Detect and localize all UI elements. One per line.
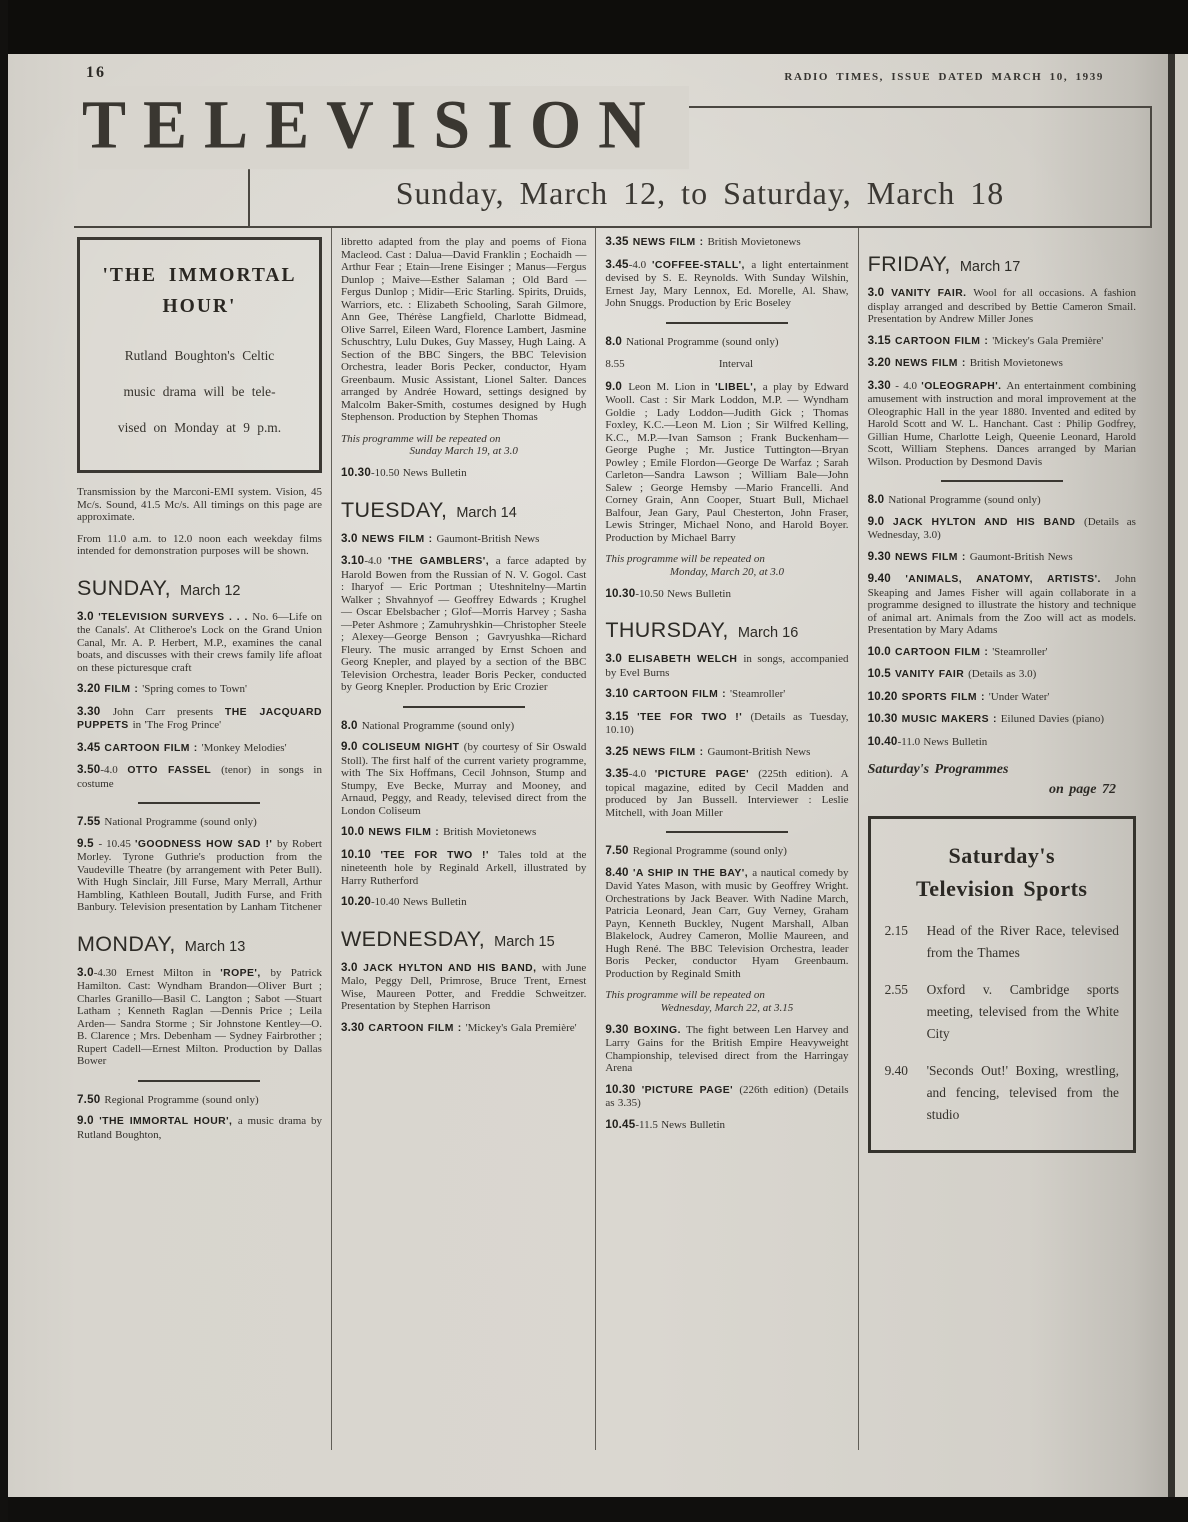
repeat-note (605, 989, 848, 1015)
programme-entry (868, 380, 1136, 469)
repeat-note (605, 553, 848, 579)
section-rule (403, 706, 525, 708)
programme-title: VANITY FAIR (894, 669, 969, 680)
programme-time: 8.40 (605, 865, 633, 879)
day-heading (77, 931, 322, 958)
programme-title: 'TELEVISION SURVEYS . . . (98, 611, 253, 623)
entry-text: -4.0 (100, 764, 128, 776)
programme-time: 3.0 (867, 286, 892, 299)
section-rule (138, 802, 260, 804)
entry-text: -10.50 News Bulletin (635, 587, 731, 600)
entry-text: John Carr presents (112, 705, 225, 718)
programme-time: 3.10 (340, 554, 365, 568)
programme-title: MUSIC MAKERS : (901, 714, 1001, 725)
programme-time: 9.0 (867, 514, 893, 528)
programme-entry (77, 838, 322, 914)
entry-text: a music drama by Rutland Boughton, (77, 1115, 322, 1141)
programme-title: CARTOON FILM : (368, 1022, 466, 1034)
entry-text: 'Mickey's Gala Première' (465, 1021, 577, 1034)
entry-text: British Movietonews (443, 826, 537, 839)
day-heading (605, 617, 848, 644)
programme-time: 8.0 (605, 334, 627, 348)
entry-text: (Details as Wednesday, 3.0) (867, 515, 1136, 541)
programme-entry (77, 967, 322, 1068)
programme-title: COLISEUM NIGHT (362, 742, 464, 754)
programme-time: 7.55 (77, 815, 105, 828)
issue-date-line: RADIO TIMES, ISSUE DATED MARCH 10, 1939 (784, 71, 1104, 83)
entry-text: (Details as 3.0) (968, 668, 1037, 680)
programme-time: 7.50 (605, 844, 633, 858)
programme-time: 3.0 (77, 965, 94, 979)
entry-text: a light entertainment devised by S. E. Reynolds. With Sunday Wilshin, Ernest Jay, Mary Lennox, Ed. Morelle, Al. Shaw, John Snuggs. Production by Eric Boseley (605, 258, 849, 309)
programme-title: 'THE IMMORTAL HOUR', (99, 1116, 238, 1127)
entry-text: National Programme (sound only) (361, 719, 515, 732)
entry-text: Tales told at the nineteenth hole by Reginald Arkell, illustrated by Harry Rutherford (340, 848, 587, 887)
programme-title: 'PICTURE PAGE' (654, 769, 759, 781)
repeat-note (341, 433, 586, 459)
day-name: WEDNESDAY, (340, 926, 486, 951)
programme-entry (77, 486, 322, 524)
programme-title: 'TEE FOR TWO !' (637, 711, 751, 723)
sports-item-time: 2.15 (884, 923, 908, 938)
programme-time: 9.5 (77, 836, 99, 850)
scan-edge-bottom (0, 1497, 1188, 1522)
programme-time: 3.25 (605, 744, 633, 758)
programme-title: 'A SHIP IN THE BAY', (632, 867, 753, 879)
sports-item-text: Oxford v. Cambridge sports meeting, televised from the White City (926, 982, 1119, 1041)
programme-title: NEWS FILM : (632, 746, 708, 758)
listings-column-4 (859, 228, 1140, 1450)
repeat-note-line: This programme will be repeated on (605, 553, 765, 565)
programme-title: JACK HYLTON AND HIS BAND (892, 516, 1085, 528)
day-name: MONDAY, (77, 931, 176, 956)
programme-title: THE JACQUARD PUPPETS (77, 706, 322, 731)
day-heading (341, 926, 586, 953)
entry-text: by Robert Morley. Tyrone Guthrie's production from the Vaudeville Theatre (by arrangement with Peter Bull). With Hugh Sinclair, Jill Furse, Mary Merrall, Arthur Hambling, Kathleen Boutall, Judith Furse, and Frith Banbury. Television presentation by Lanham Titchener (77, 837, 322, 913)
sports-item (885, 979, 1119, 1045)
sports-item-text: Head of the River Race, televised from the Thames (926, 923, 1119, 960)
programme-entry (77, 611, 322, 675)
interval-time: 8.55 (605, 358, 625, 370)
programme-time: 3.50 (77, 763, 101, 776)
day-heading (77, 575, 322, 602)
programme-time: 9.0 (77, 1114, 100, 1127)
programme-entry (605, 236, 848, 250)
saturday-note-page: on page 72 (1048, 782, 1116, 797)
programme-title: CARTOON FILM : (632, 689, 730, 701)
entry-text: (225th edition). A topical magazine, edited by Cecil Madden and produced by Jan Bussell. Interviewer : Leslie Mitchell, with Joan Miller (605, 768, 849, 819)
programme-entry (605, 688, 848, 702)
day-date: March 15 (490, 933, 555, 950)
entry-text: Wool for all occasions. A fashion display arranged and described by Bettie Cameron Smail. Presentation by Andrew Miller Jones (867, 287, 1136, 325)
programme-title: NEWS FILM : (361, 533, 437, 545)
programme-time: 3.30 (77, 704, 113, 718)
programme-time: 10.45 (605, 1117, 636, 1131)
programme-title: FILM : (104, 684, 143, 695)
listings-column-1 (74, 228, 332, 1450)
programme-entry (77, 742, 322, 756)
programme-time: 10.30 (605, 1082, 642, 1096)
listings-column-3 (596, 228, 858, 1450)
entry-text: -4.0 (364, 555, 388, 568)
programme-entry (868, 516, 1136, 542)
date-range: Sunday, March 12, to Saturday, March 18 (395, 175, 1005, 211)
sports-item-time: 2.55 (884, 982, 908, 997)
programme-time: 9.0 (340, 740, 363, 754)
repeat-note-line: Monday, March 20, at 3.0 (669, 565, 785, 578)
entry-text: -11.5 News Bulletin (635, 1118, 726, 1131)
sports-item-text: 'Seconds Out!' Boxing, wrestling, and fencing, televised from the studio (926, 1063, 1119, 1122)
immortal-hour-body-line: Rutland Boughton's Celtic (124, 348, 275, 363)
programme-entry (341, 720, 586, 733)
programme-time: 9.30 (605, 1022, 634, 1036)
programme-entry (77, 816, 322, 829)
page-fold-edge (1168, 54, 1175, 1497)
day-date: March 12 (176, 582, 241, 599)
entry-text: 'Monkey Melodies' (201, 741, 287, 754)
immortal-hour-body-line: vised on Monday at 9 p.m. (117, 420, 282, 435)
programme-entry (77, 706, 322, 733)
programme-entry (605, 1119, 848, 1132)
entry-text: 'Steamroller' (729, 688, 786, 701)
scan-edge-top (0, 0, 1188, 54)
listings-column-2 (332, 228, 596, 1450)
entry-text: libretto adapted from the play and poems of Fiona Macleod. Cast : Dalua—David Franklin ; Eochaidh —Arthur Fear ; Etain—Irene Eisinger ; Manus—Fergus Dunlop ; Maive—Esther Salaman ; Old Bard —Fergus Dunlop ; Midir—Eric Starling. Spirits, Druids, Warriors, etc. : Elizabeth Schooling, Sarah Gilmore, Ann Gee, Thérèse Langfield, Charlotte Bidmead, Olive Sarrel, Eileen Ward, Florence Lambert, Jasmine Schuschtry, Lulu Dukes, Guy Massey, Hugh Laing. A Section of the BBC Singers, the BBC Television Orchestra, leader Boris Pecker, conductor, Hyam Greenbaum. Music Assistant, Lionel Salter. Dances arranged by Andrée Howard, settings designed by Malcolm Baker-Smith, costumes designed by Hugh Stephenson. Production by Stephen Thomas (340, 236, 587, 423)
immortal-hour-box (77, 237, 322, 473)
day-name: FRIDAY, (867, 252, 951, 276)
section-rule (941, 480, 1063, 482)
programme-entry (605, 711, 848, 737)
programme-title: CARTOON FILM : (894, 646, 993, 658)
entry-text: 'Spring comes to Town' (142, 683, 247, 695)
entry-text: in songs, accompanied by Evel Burns (605, 653, 849, 679)
entry-text: National Programme (sound only) (626, 335, 779, 348)
page-number: 16 (86, 64, 106, 81)
magazine-page (8, 54, 1168, 1497)
programme-time: 3.15 (867, 333, 895, 347)
programme-entry (605, 845, 848, 858)
programme-time: 10.30 (867, 712, 902, 725)
entry-text: with June Malo, Peggy Dell, Primrose, Bruce Trent, Ernest Wise, Maureen Potter, and Freddie Schweitzer. Presentation by Stephen Harrison (340, 961, 587, 1013)
programme-time: 3.20 (867, 356, 895, 369)
programme-entry (868, 573, 1136, 637)
programme-entry (605, 1024, 848, 1075)
programme-entry (605, 336, 848, 349)
programme-entry (868, 691, 1136, 705)
programme-time: 10.20 (867, 689, 902, 703)
programme-entry (341, 555, 586, 694)
programme-time: 10.40 (867, 734, 898, 748)
repeat-note-line: Wednesday, March 22, at 3.15 (660, 1001, 794, 1014)
entry-text: From 11.0 a.m. to 12.0 noon each weekday films intended for demonstration purposes will be shown. (77, 532, 322, 557)
programme-entry (77, 1094, 322, 1107)
programme-entry (341, 896, 586, 909)
day-heading (868, 251, 1136, 278)
sports-item (885, 920, 1119, 964)
programme-time: 3.15 (605, 709, 638, 723)
repeat-note-line: This programme will be repeated on (605, 989, 765, 1002)
programme-entry (868, 494, 1136, 507)
programme-title: 'ROPE', (220, 967, 271, 979)
entry-text: British Movietonews (707, 236, 801, 248)
repeat-note-line: Sunday March 19, at 3.0 (409, 445, 518, 458)
programme-entry (868, 736, 1136, 749)
day-date: March 14 (452, 504, 517, 521)
programme-entry (868, 357, 1136, 371)
programme-time: 10.0 (340, 825, 369, 839)
programme-title: JACK HYLTON AND HIS BAND, (363, 962, 542, 974)
entry-text: -4.30 Ernest Milton in (93, 966, 221, 979)
entry-text: Gaumont-British News (707, 745, 811, 758)
programme-entry (868, 335, 1136, 349)
programme-entry (868, 287, 1136, 326)
programme-time: 3.45 (77, 740, 105, 754)
programme-time: 7.50 (77, 1092, 105, 1106)
programme-time: 10.5 (867, 667, 895, 680)
section-rule (666, 322, 788, 324)
immortal-hour-title: 'THE IMMORTAL (102, 265, 297, 286)
programme-entry (605, 381, 848, 545)
programme-time: 3.35 (605, 767, 629, 781)
programme-title: SPORTS FILM : (901, 691, 989, 703)
day-heading (341, 497, 586, 524)
day-name: TUESDAY, (340, 497, 448, 522)
programme-entry (605, 653, 848, 679)
programme-time: 3.30 (867, 378, 891, 392)
day-date: March 17 (955, 259, 1021, 275)
entry-text: a farce adapted by Harold Bowen from the Russian of N. V. Gogol. Cast : Iharyof — Eric Portman ; Uteshnitelny—Martin Walker ; Shvahnyof — Geoffrey Edwards ; Krughel — Oscar Ebelsbacher ; Glof—Morris Harvey ; Sasha—Peter Ashmore ; Zamuhryshkin—Christopher Steele ; Alexey—George Benson ; Gavryushka—Richard Fleury. The music arranged by Ernst Schoen and Georg Knepler, and played by a section of the BBC Television Orchestra, leader Boris Pecker, conducted by Georg Knepler. Production by Eric Crozier (340, 555, 587, 694)
entry-text: Regional Programme (sound only) (104, 1093, 259, 1106)
programme-time: 3.0 (77, 609, 99, 623)
programme-entry (868, 551, 1136, 565)
entry-text: -10.40 News Bulletin (370, 896, 467, 909)
programme-time: 10.0 (867, 644, 895, 658)
interval-row (605, 358, 848, 371)
programme-entry (605, 768, 848, 819)
scan-edge-left (0, 0, 8, 1522)
listings-grid (74, 226, 1140, 1450)
saturday-programmes-note (868, 760, 1136, 800)
entry-text: The fight between Len Harvey and Larry Gains for the British Empire Heavyweight Championship, televised direct from the Harringay Arena (605, 1023, 849, 1075)
section-rule (666, 831, 788, 833)
sports-item-time: 9.40 (884, 1063, 908, 1078)
entry-text: (226th edition) (Details as 3.35) (605, 1083, 849, 1110)
entry-text: a play by Edward Wooll. Cast : Sir Mark Loddon, M.P. — Wyndham Goldie ; Lady Loddon—Judith Gick ; Thomas Foxley, K.C.—Leon M. Lion ; Sir Wilfred Kelling, K.C., M.P.—Ivan Samson ; Frank Buckenham—George Pughe ; Mr. Justice Tuttington—Bryan Powley ; Emile Flordon—George De Warfaz ; Sarah Carleton—Sandra Lawson ; William Bale—John Salew ; George Hemsby —Mario Francelli. And Corney Grain, Ann Cooper, Stuart Bull, Michael Balfour, Jean Gary, Paul Chesterton, John Fraser, Lewis Stringer, Michael Nono, and Harold Boyer. Production by Michael Barry (605, 380, 849, 544)
section-rule (138, 1080, 260, 1082)
entry-text: -4.0 (628, 768, 655, 781)
programme-title: 'PICTURE PAGE' (641, 1084, 740, 1096)
programme-time: 10.20 (340, 895, 371, 909)
entry-text: No. 6—Life on the Canals'. At Clitheroe's Lock on the Grand Union Canal, Mr. A. P. Herbert, M.P., examines the canal boats, and discusses with their crews family life afloat on these picturesque craft (77, 610, 322, 674)
section-title: TELEVISION (78, 86, 689, 169)
sports-box-title: Saturday's (948, 843, 1056, 868)
programme-title: NEWS FILM : (632, 237, 708, 248)
programme-time: 10.30 (605, 586, 636, 600)
entry-text: John Skeaping and James Fisher will again collaborate in a programme designed to illustrate the history and technique of animal art. Animals from the Zoo will act as models. Presentation by Mary Adams (867, 573, 1136, 636)
programme-entry (868, 668, 1136, 682)
entry-text: in 'The Frog Prince' (132, 719, 222, 731)
programme-time: 3.45 (605, 257, 629, 271)
day-date: March 13 (180, 938, 246, 955)
interval-label: Interval (718, 358, 754, 370)
programme-entry (868, 713, 1136, 727)
programme-title: CARTOON FILM : (894, 335, 993, 347)
programme-title: NEWS FILM : (894, 358, 970, 369)
programme-time: 3.20 (77, 682, 105, 695)
programme-entry (341, 533, 586, 547)
programme-title: 'THE GAMBLERS', (387, 556, 496, 568)
programme-time: 9.30 (867, 549, 895, 563)
programme-time: 3.0 (340, 960, 364, 974)
programme-entry (341, 236, 586, 424)
programme-time: 10.10 (340, 847, 381, 861)
entry-text: Regional Programme (sound only) (632, 845, 787, 858)
entry-text: National Programme (sound only) (104, 816, 257, 828)
programme-time: 8.0 (340, 718, 362, 732)
immortal-hour-title: HOUR' (162, 296, 237, 317)
programme-title: NEWS FILM : (368, 827, 444, 839)
programme-time: 9.40 (867, 572, 906, 585)
programme-title: VANITY FAIR. (891, 288, 974, 299)
entry-text: -11.0 News Bulletin (897, 735, 988, 748)
entry-text: (by courtesy of Sir Oswald Stoll). The first half of the current variety programme, with The Six Hoffmans, Cecil Johnson, Stump and Stumpy, Eve Becke, Murray and Mooney, and Arnaud, Peggy, and Ready, televised direct from the London Coliseum (340, 741, 587, 817)
entry-text: National Programme (sound only) (888, 494, 1041, 506)
entry-text: An entertainment combining amusement with instruction and moral improvement at the Oleographic Hall in the year 1880. Invented and edited by Harold Scott and W. L. Hanchant. Cast : Philip Godfrey, Gillian Hume, Charlotte Leigh, Queenie Leonard, Harold Scott, William Stephens. Dances arranged by Marian Wilson. Production by Desmond Davis (867, 379, 1136, 468)
saturday-sports-box (868, 816, 1136, 1153)
programme-time: 9.0 (605, 379, 629, 393)
entry-text: 'Under Water' (988, 690, 1050, 703)
entry-text: British Movietonews (969, 357, 1063, 369)
programme-title: OTTO FASSEL (127, 765, 222, 776)
programme-entry (341, 849, 586, 888)
entry-text: 'Steamroller' (992, 645, 1048, 658)
sports-item (885, 1060, 1119, 1126)
entry-text: - 10.45 (98, 837, 135, 850)
entry-text: -4.0 (628, 258, 652, 271)
day-date: March 16 (733, 625, 799, 642)
programme-time: 3.35 (605, 235, 633, 248)
programme-title: 'ANIMALS, ANATOMY, ARTISTS'. (905, 574, 1116, 585)
programme-title: CARTOON FILM : (104, 742, 202, 754)
entry-text: by Patrick Hamilton. Cast: Wyndham Brandon—Oliver Burt ; Charles Granillo—Basil C. Langton ; Sabot —Stuart Latham ; Kenneth Raglan —Dennis Price ; Leila Arden— Sandra Storme ; Sir Johnstone Kentley—O. B. Clarence ; Mrs. Debenham — Sydney Fairbrother ; Rupert Cadell—Ernest Milton. Production by Dallas Bower (77, 966, 322, 1067)
adjacent-page-edge (1175, 54, 1188, 1497)
entry-text: 'Mickey's Gala Première' (992, 334, 1104, 347)
repeat-note-line: This programme will be repeated on (340, 432, 501, 445)
programme-entry (77, 1115, 322, 1141)
programme-time: 8.0 (867, 493, 889, 506)
programme-entry (341, 741, 586, 817)
entry-text: Transmission by the Marconi-EMI system. Vision, 45 Mc/s. Sound, 41.5 Mc/s. All timings on this page are approximate. (77, 486, 322, 523)
programme-entry (77, 533, 322, 558)
programme-entry (77, 683, 322, 697)
entry-text: a nautical comedy by David Yates Mason, with music by Geoffrey Wright. Orchestrations by Jack Beaver. With Nadine March, Patricia Leonard, Jean Carr, Guy Verney, Graham Payn, Kenneth Buckley, Nugent Marshall, Alban Blakelock, Audrey Cameron, Mollie Maureen, and Hugh René. The BBC Television Orchestra, leader Boris Pecker, conductor Hyam Greenbaum. Production by Reginald Smith (605, 866, 849, 980)
entry-text: Leon M. Lion in (628, 380, 716, 393)
programme-title: BOXING. (633, 1024, 687, 1036)
programme-time: 3.10 (605, 687, 633, 701)
programme-entry (605, 746, 848, 760)
programme-title: 'GOODNESS HOW SAD !' (134, 838, 277, 850)
programme-entry (341, 467, 586, 480)
programme-title: NEWS FILM : (894, 551, 970, 563)
programme-time: 3.0 (605, 652, 629, 666)
programme-entry (605, 588, 848, 601)
entry-text: Gaumont-British News (436, 532, 540, 545)
day-name: SUNDAY, (77, 575, 172, 600)
day-name: THURSDAY, (605, 618, 729, 643)
entry-text: Gaumont-British News (969, 550, 1073, 563)
programme-title: 'LIBEL', (715, 381, 763, 393)
programme-time: 10.30 (340, 466, 371, 480)
programme-title: 'COFFEE-STALL', (651, 259, 752, 271)
programme-title: ELISABETH WELCH (628, 654, 744, 666)
programme-title: 'OLEOGRAPH'. (921, 380, 1007, 392)
immortal-hour-body (90, 338, 309, 446)
programme-entry (605, 1084, 848, 1110)
entry-text: (Details as Tuesday, 10.10) (605, 710, 849, 737)
programme-entry (77, 764, 322, 790)
programme-title: 'TEE FOR TWO !' (380, 849, 499, 861)
entry-text: - 4.0 (890, 379, 922, 392)
programme-entry (605, 867, 848, 981)
entry-text: (tenor) in songs in costume (77, 764, 322, 790)
immortal-hour-body-line: music drama will be tele- (123, 384, 276, 399)
entry-text: -10.50 News Bulletin (370, 467, 467, 480)
saturday-note-line: Saturday's Programmes (867, 762, 1009, 777)
programme-entry (341, 1022, 586, 1036)
sports-box-title: Television Sports (916, 876, 1088, 901)
programme-time: 3.30 (340, 1020, 369, 1034)
programme-time: 3.0 (340, 531, 362, 545)
programme-entry (341, 962, 586, 1013)
programme-entry (341, 826, 586, 840)
programme-entry (605, 259, 848, 310)
entry-text: Eiluned Davies (piano) (1000, 713, 1105, 725)
programme-entry (868, 646, 1136, 660)
